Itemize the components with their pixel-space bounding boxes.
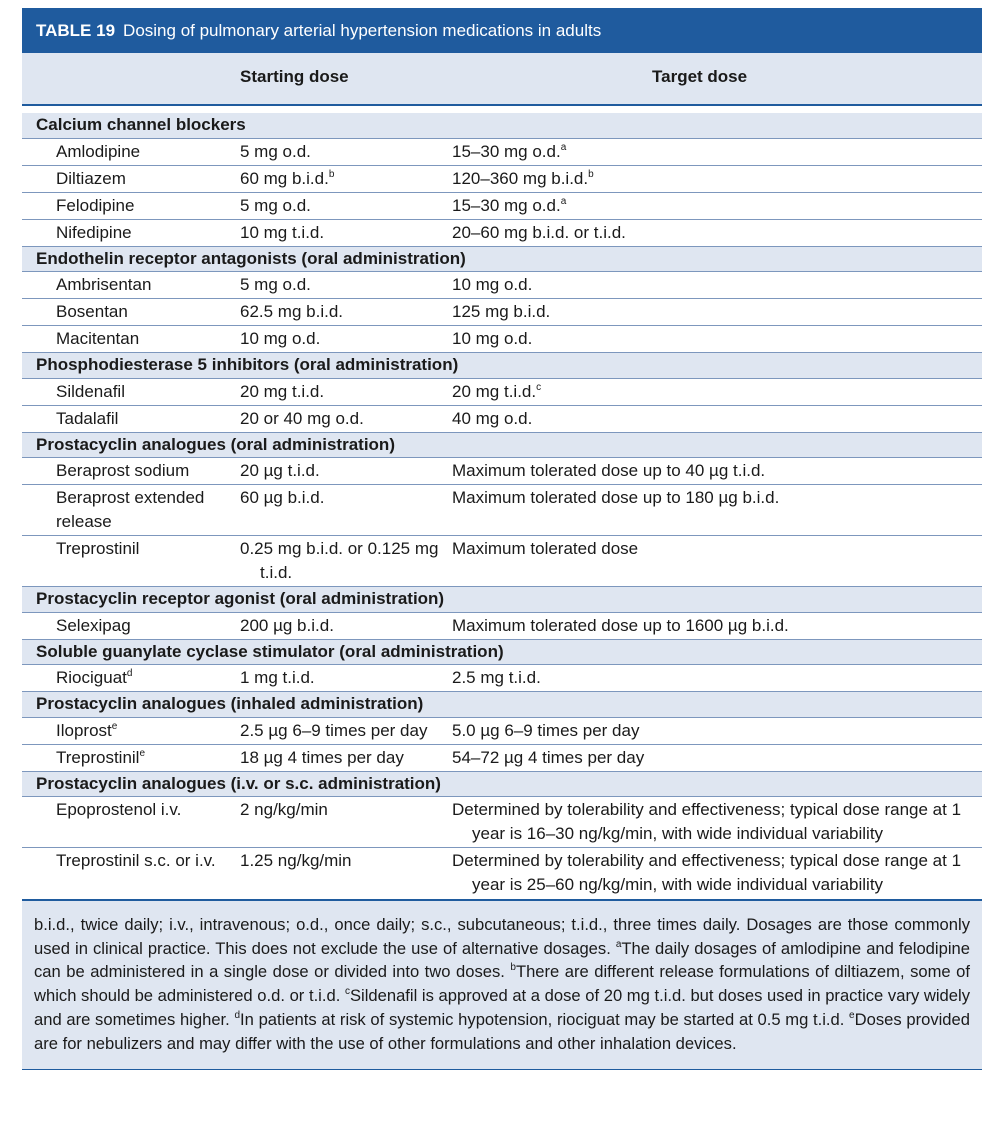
category-row: Calcium channel blockers: [22, 113, 982, 138]
target-dose-cell-text: 15–30 mg o.d.: [452, 141, 561, 161]
target-dose-cell-text: Maximum tolerated dose up to 1600 µg b.i.d.: [452, 615, 789, 635]
starting-dose-cell-text: 60 mg b.i.d.: [240, 168, 329, 188]
starting-dose-cell-text: 60 µg b.i.d.: [240, 488, 325, 507]
footnote-e: Doses provided are for nebulizers and may differ with the use of other formulations and other inhalation devices.: [34, 1009, 970, 1053]
target-dose-cell-text: Maximum tolerated dose up to 180 µg b.i.d.: [452, 488, 780, 507]
drug-cell: [22, 798, 240, 846]
starting-dose-cell-text: 18 µg 4 times per day: [240, 747, 404, 767]
drug-cell: [22, 486, 240, 534]
target-dose-cell-text: 125 mg b.i.d.: [452, 302, 551, 321]
footnote-mark-c: c: [344, 986, 350, 998]
starting-dose-cell-text: 0.25 mg b.i.d. or 0.125 mg t.i.d.: [240, 539, 439, 582]
starting-dose-cell-text: 10 mg o.d.: [240, 329, 321, 348]
target-dose-cell-text: 54–72 µg 4 times per day: [452, 747, 645, 767]
table-body: [22, 106, 982, 898]
starting-dose-cell-text: 20 µg t.i.d.: [240, 461, 320, 480]
drug-cell-text: Bosentan: [56, 302, 128, 321]
drug-cell: [22, 407, 240, 431]
footnote-mark-b: b: [510, 962, 516, 974]
drug-cell-text: Macitentan: [56, 329, 140, 348]
starting-dose-cell-text: 10 mg t.i.d.: [240, 222, 325, 242]
column-header-starting-dose: Starting dose: [240, 67, 349, 86]
table-row: [22, 484, 982, 535]
table-row: [22, 664, 982, 691]
table-footnotes: [22, 901, 982, 1069]
table-row: [22, 165, 982, 192]
drug-cell-text: Sildenafil: [56, 381, 125, 401]
starting-dose-cell: [240, 614, 452, 638]
starting-dose-cell: [240, 849, 452, 897]
starting-dose-cell: [240, 407, 452, 431]
target-dose-cell: [452, 300, 982, 324]
starting-dose-cell-text: 5 mg o.d.: [240, 195, 311, 215]
starting-dose-cell-text: 62.5 mg b.i.d.: [240, 302, 344, 321]
drug-cell-text: Felodipine: [56, 195, 135, 215]
footnote-ref: e: [111, 720, 118, 732]
table-row: [22, 271, 982, 298]
drug-cell: [22, 380, 240, 404]
table-row: [22, 405, 982, 432]
drug-cell: [22, 849, 240, 897]
footnote-ref: b: [588, 168, 594, 180]
target-dose-cell-text: Determined by tolerability and effectiveness; typical dose range at 1 year is 25–60 ng/kg/min, with wide individual variability: [452, 851, 962, 894]
target-dose-cell-text: 40 mg o.d.: [452, 408, 533, 428]
table-number: TABLE 19: [36, 20, 116, 40]
target-dose-cell: [452, 537, 982, 585]
drug-cell-text: Treprostinil: [56, 747, 140, 767]
table-row: [22, 378, 982, 405]
table-row: [22, 325, 982, 352]
starting-dose-cell-text: 20 mg t.i.d.: [240, 381, 325, 401]
footnote-ref: a: [560, 195, 567, 207]
starting-dose-cell: [240, 798, 452, 846]
footnote-mark-d: d: [234, 1009, 241, 1021]
drug-cell: [22, 327, 240, 351]
drug-cell-text: Treprostinil s.c. or i.v.: [56, 851, 216, 870]
target-dose-cell-text: 20–60 mg b.i.d. or t.i.d.: [452, 222, 626, 242]
target-dose-cell-text: Maximum tolerated dose up to 40 µg t.i.d.: [452, 461, 766, 480]
starting-dose-cell: [240, 537, 452, 585]
category-row: Prostacyclin receptor agonist (oral administration): [22, 586, 982, 612]
starting-dose-cell-text: 1 mg t.i.d.: [240, 668, 315, 687]
table-row: [22, 717, 982, 744]
drug-cell: [22, 746, 240, 770]
drug-cell-text: Iloprost: [56, 720, 112, 740]
category-row: Endothelin receptor antagonists (oral administration): [22, 246, 982, 272]
starting-dose-cell-text: 1.25 ng/kg/min: [240, 851, 352, 870]
footnote-d: In patients at risk of systemic hypotension, riociguat may be started at 0.5 mg t.i.d.: [240, 1009, 850, 1029]
footnote-ref: e: [139, 747, 146, 759]
target-dose-cell: [452, 380, 982, 404]
category-row: Prostacyclin analogues (inhaled administration): [22, 691, 982, 717]
target-dose-cell: [452, 849, 982, 897]
category-row: Prostacyclin analogues (oral administration): [22, 432, 982, 458]
category-row: Phosphodiesterase 5 inhibitors (oral administration): [22, 352, 982, 378]
drug-cell: [22, 719, 240, 743]
target-dose-cell: [452, 666, 982, 690]
column-header-row: [22, 53, 982, 106]
starting-dose-cell: [240, 666, 452, 690]
target-dose-cell-text: Maximum tolerated dose: [452, 539, 639, 558]
table-row: [22, 535, 982, 586]
footnote-ref: c: [536, 381, 542, 393]
category-row: Prostacyclin analogues (i.v. or s.c. administration): [22, 771, 982, 797]
target-dose-cell: [452, 798, 982, 846]
drug-cell-text: Treprostinil: [56, 539, 140, 558]
target-dose-cell: [452, 719, 982, 743]
starting-dose-cell: [240, 486, 452, 534]
footnote-ref: d: [126, 668, 133, 679]
drug-cell-text: Beraprost extended release: [56, 488, 205, 531]
table-row: [22, 847, 982, 898]
target-dose-cell: [452, 746, 982, 770]
footnote-ref: b: [328, 168, 335, 180]
table-row: [22, 138, 982, 165]
footnote-mark-a: a: [615, 938, 622, 950]
footnote-a: The daily dosages of amlodipine and felodipine can be administered in a single dose or divided into two doses.: [34, 938, 970, 982]
table-figure: [22, 8, 982, 1070]
target-dose-cell-text: 10 mg o.d.: [452, 275, 533, 294]
starting-dose-cell: [240, 327, 452, 351]
target-dose-cell: [452, 486, 982, 534]
table-row: [22, 192, 982, 219]
target-dose-cell: [452, 327, 982, 351]
footnote-ref: a: [560, 141, 567, 153]
starting-dose-cell-text: 5 mg o.d.: [240, 275, 311, 294]
target-dose-cell-text: 120–360 mg b.i.d.: [452, 168, 589, 188]
footnote-mark-e: e: [849, 1009, 855, 1021]
table-caption: Dosing of pulmonary arterial hypertension medications in adults: [123, 20, 602, 40]
target-dose-cell: [452, 140, 982, 164]
table-title-bar: [22, 8, 982, 53]
target-dose-cell-text: 5.0 µg 6–9 times per day: [452, 720, 640, 740]
target-dose-cell: [452, 273, 982, 297]
drug-cell: [22, 300, 240, 324]
drug-cell-text: Amlodipine: [56, 141, 141, 161]
starting-dose-cell-text: 200 µg b.i.d.: [240, 615, 334, 635]
table-row: [22, 219, 982, 246]
starting-dose-cell: [240, 300, 452, 324]
drug-cell-text: Ambrisentan: [56, 275, 152, 294]
table-row: [22, 744, 982, 771]
starting-dose-cell: [240, 273, 452, 297]
starting-dose-cell-text: 2 ng/kg/min: [240, 800, 328, 819]
drug-cell: [22, 459, 240, 483]
table-row: [22, 457, 982, 484]
target-dose-cell-text: Determined by tolerability and effectiveness; typical dose range at 1 year is 16–30 ng/kg/min, with wide individual variability: [452, 800, 962, 843]
drug-cell-text: Epoprostenol i.v.: [56, 800, 182, 819]
target-dose-cell-text: 10 mg o.d.: [452, 329, 533, 348]
starting-dose-cell: [240, 194, 452, 218]
drug-cell: [22, 140, 240, 164]
starting-dose-cell-text: 2.5 µg 6–9 times per day: [240, 720, 428, 740]
drug-cell: [22, 666, 240, 690]
target-dose-cell-text: 20 mg t.i.d.: [452, 381, 537, 401]
drug-cell: [22, 614, 240, 638]
drug-cell-text: Nifedipine: [56, 222, 132, 242]
target-dose-cell: [452, 614, 982, 638]
starting-dose-cell-text: 20 or 40 mg o.d.: [240, 408, 364, 428]
drug-cell: [22, 537, 240, 585]
drug-cell: [22, 221, 240, 245]
drug-cell: [22, 167, 240, 191]
drug-cell-text: Riociguat: [56, 668, 127, 687]
footnotes-bottom-rule: [22, 1069, 982, 1070]
starting-dose-cell: [240, 140, 452, 164]
table-row: [22, 612, 982, 639]
target-dose-cell: [452, 221, 982, 245]
target-dose-cell-text: 2.5 mg t.i.d.: [452, 668, 541, 687]
target-dose-cell: [452, 407, 982, 431]
target-dose-cell-text: 15–30 mg o.d.: [452, 195, 561, 215]
starting-dose-cell: [240, 459, 452, 483]
target-dose-cell: [452, 194, 982, 218]
table-row: [22, 796, 982, 847]
table-row: [22, 298, 982, 325]
drug-cell-text: Selexipag: [56, 615, 131, 635]
starting-dose-cell: [240, 167, 452, 191]
starting-dose-cell: [240, 746, 452, 770]
footnote-b: There are different release formulations of diltiazem, some of which should be administered o.d. or t.i.d.: [34, 962, 970, 1006]
column-header-target-dose: Target dose: [652, 67, 748, 86]
target-dose-cell: [452, 459, 982, 483]
drug-cell-text: Tadalafil: [56, 408, 119, 428]
starting-dose-cell-text: 5 mg o.d.: [240, 141, 311, 161]
category-row: Soluble guanylate cyclase stimulator (oral administration): [22, 639, 982, 665]
starting-dose-cell: [240, 719, 452, 743]
starting-dose-cell: [240, 380, 452, 404]
drug-cell: [22, 194, 240, 218]
starting-dose-cell: [240, 221, 452, 245]
target-dose-cell: [452, 167, 982, 191]
footnote-c: Sildenafil is approved at a dose of 20 mg t.i.d. but doses used in practice vary widely and are sometimes higher.: [34, 986, 970, 1029]
drug-cell-text: Diltiazem: [56, 168, 126, 188]
drug-cell: [22, 273, 240, 297]
drug-cell-text: Beraprost sodium: [56, 461, 190, 480]
footnote-abbreviations: b.i.d., twice daily; i.v., intravenous; o.d., once daily; s.c., subcutaneous; t.i.d., three times daily. Dosages are those commonly used in clinical practice. This does not exclude the use of alternative dosages.: [34, 915, 970, 958]
